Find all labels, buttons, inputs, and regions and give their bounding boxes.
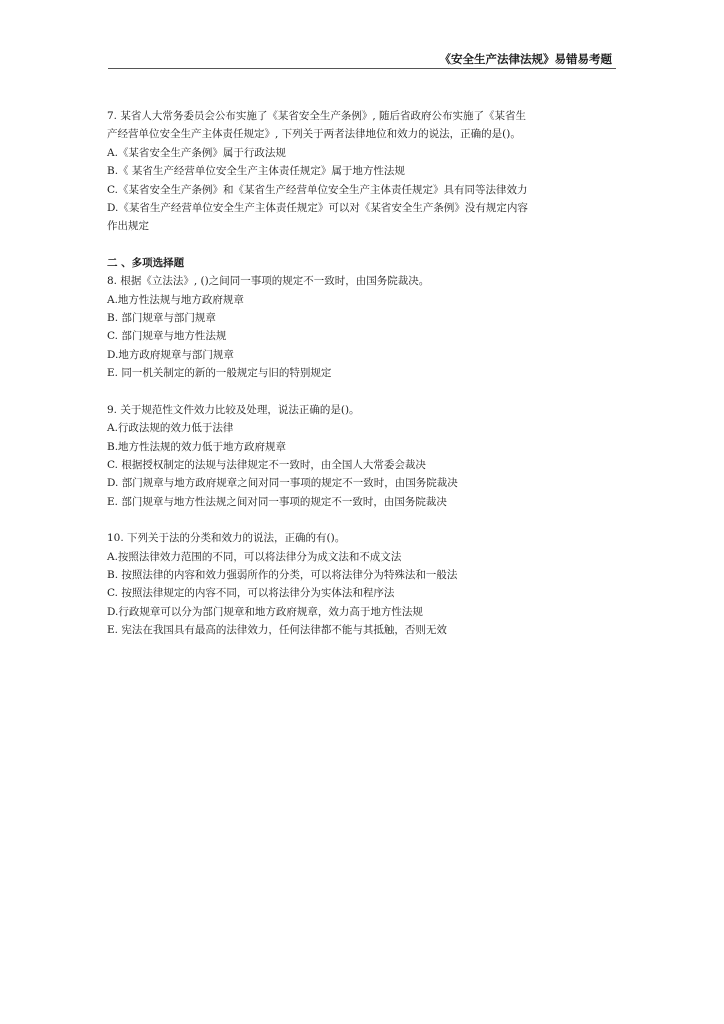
option-a: A.行政法规的效力低于法律 xyxy=(107,422,234,435)
option-a: A.《某省安全生产条例》属于行政法规 xyxy=(107,146,286,159)
option-c: C. 根据授权制定的法规与法律规定不一致时，由全国人大常委会裁决 xyxy=(107,458,426,471)
option-d: D.《某省生产经营单位安全生产主体责任规定》可以对《某省安全生产条例》没有规定内容 xyxy=(107,202,528,215)
option-c: C.《某省安全生产条例》和《某省生产经营单位安全生产主体责任规定》具有同等法律效力 xyxy=(107,183,528,196)
question-stem: 10. 下列关于法的分类和效力的说法，正确的有()。 xyxy=(107,532,346,545)
option-a: A.按照法律效力范围的不同，可以将法律分为成文法和不成文法 xyxy=(107,550,402,563)
option-d-continued: 作出规定 xyxy=(107,220,149,233)
section-heading: 二 、多项选择题 xyxy=(107,256,185,269)
option-d: D. 部门规章与地方政府规章之间对同一事项的规定不一致时，由国务院裁决 xyxy=(107,477,458,490)
option-b: B. 部门规章与部门规章 xyxy=(107,312,216,325)
option-a: A.地方性法规与地方政府规章 xyxy=(107,293,244,306)
question-stem: 产经营单位安全生产主体责任规定》, 下列关于两者法律地位和效力的说法，正确的是()。 xyxy=(107,128,521,141)
document-body xyxy=(107,107,617,658)
question-stem: 8. 根据《立法法》, ()之间同一事项的规定不一致时，由国务院裁决。 xyxy=(107,275,430,288)
option-e: E. 部门规章与地方性法规之间对同一事项的规定不一致时，由国务院裁决 xyxy=(107,495,447,508)
option-d: D.行政规章可以分为部门规章和地方政府规章，效力高于地方性法规 xyxy=(107,605,423,618)
question-10 xyxy=(107,529,617,639)
option-c: C. 部门规章与地方性法规 xyxy=(107,330,227,343)
option-e: E. 宪法在我国具有最高的法律效力，任何法律都不能与其抵触，否则无效 xyxy=(107,624,447,637)
option-e: E. 同一机关制定的新的一般规定与旧的特别规定 xyxy=(107,367,332,380)
question-stem: 9. 关于规范性文件效力比较及处理，说法正确的是()。 xyxy=(107,403,360,416)
option-b: B.《 某省生产经营单位安全生产主体责任规定》属于地方性法规 xyxy=(107,165,405,178)
option-d: D.地方政府规章与部门规章 xyxy=(107,348,234,361)
option-b: B. 按照法律的内容和效力强弱所作的分类，可以将法律分为特殊法和一般法 xyxy=(107,568,458,581)
document-title: 《安全生产法律法规》易错易考题 xyxy=(439,52,612,66)
question-8 xyxy=(107,272,617,382)
question-stem: 7. 某省人大常务委员会公布实施了《某省安全生产条例》, 随后省政府公布实施了《某省生 xyxy=(107,110,527,122)
option-b: B.地方性法规的效力低于地方政府规章 xyxy=(107,440,287,453)
option-c: C. 按照法律规定的内容不同，可以将法律分为实体法和程序法 xyxy=(107,587,395,600)
question-9 xyxy=(107,401,617,511)
question-7 xyxy=(107,107,617,236)
page-header xyxy=(108,52,616,69)
